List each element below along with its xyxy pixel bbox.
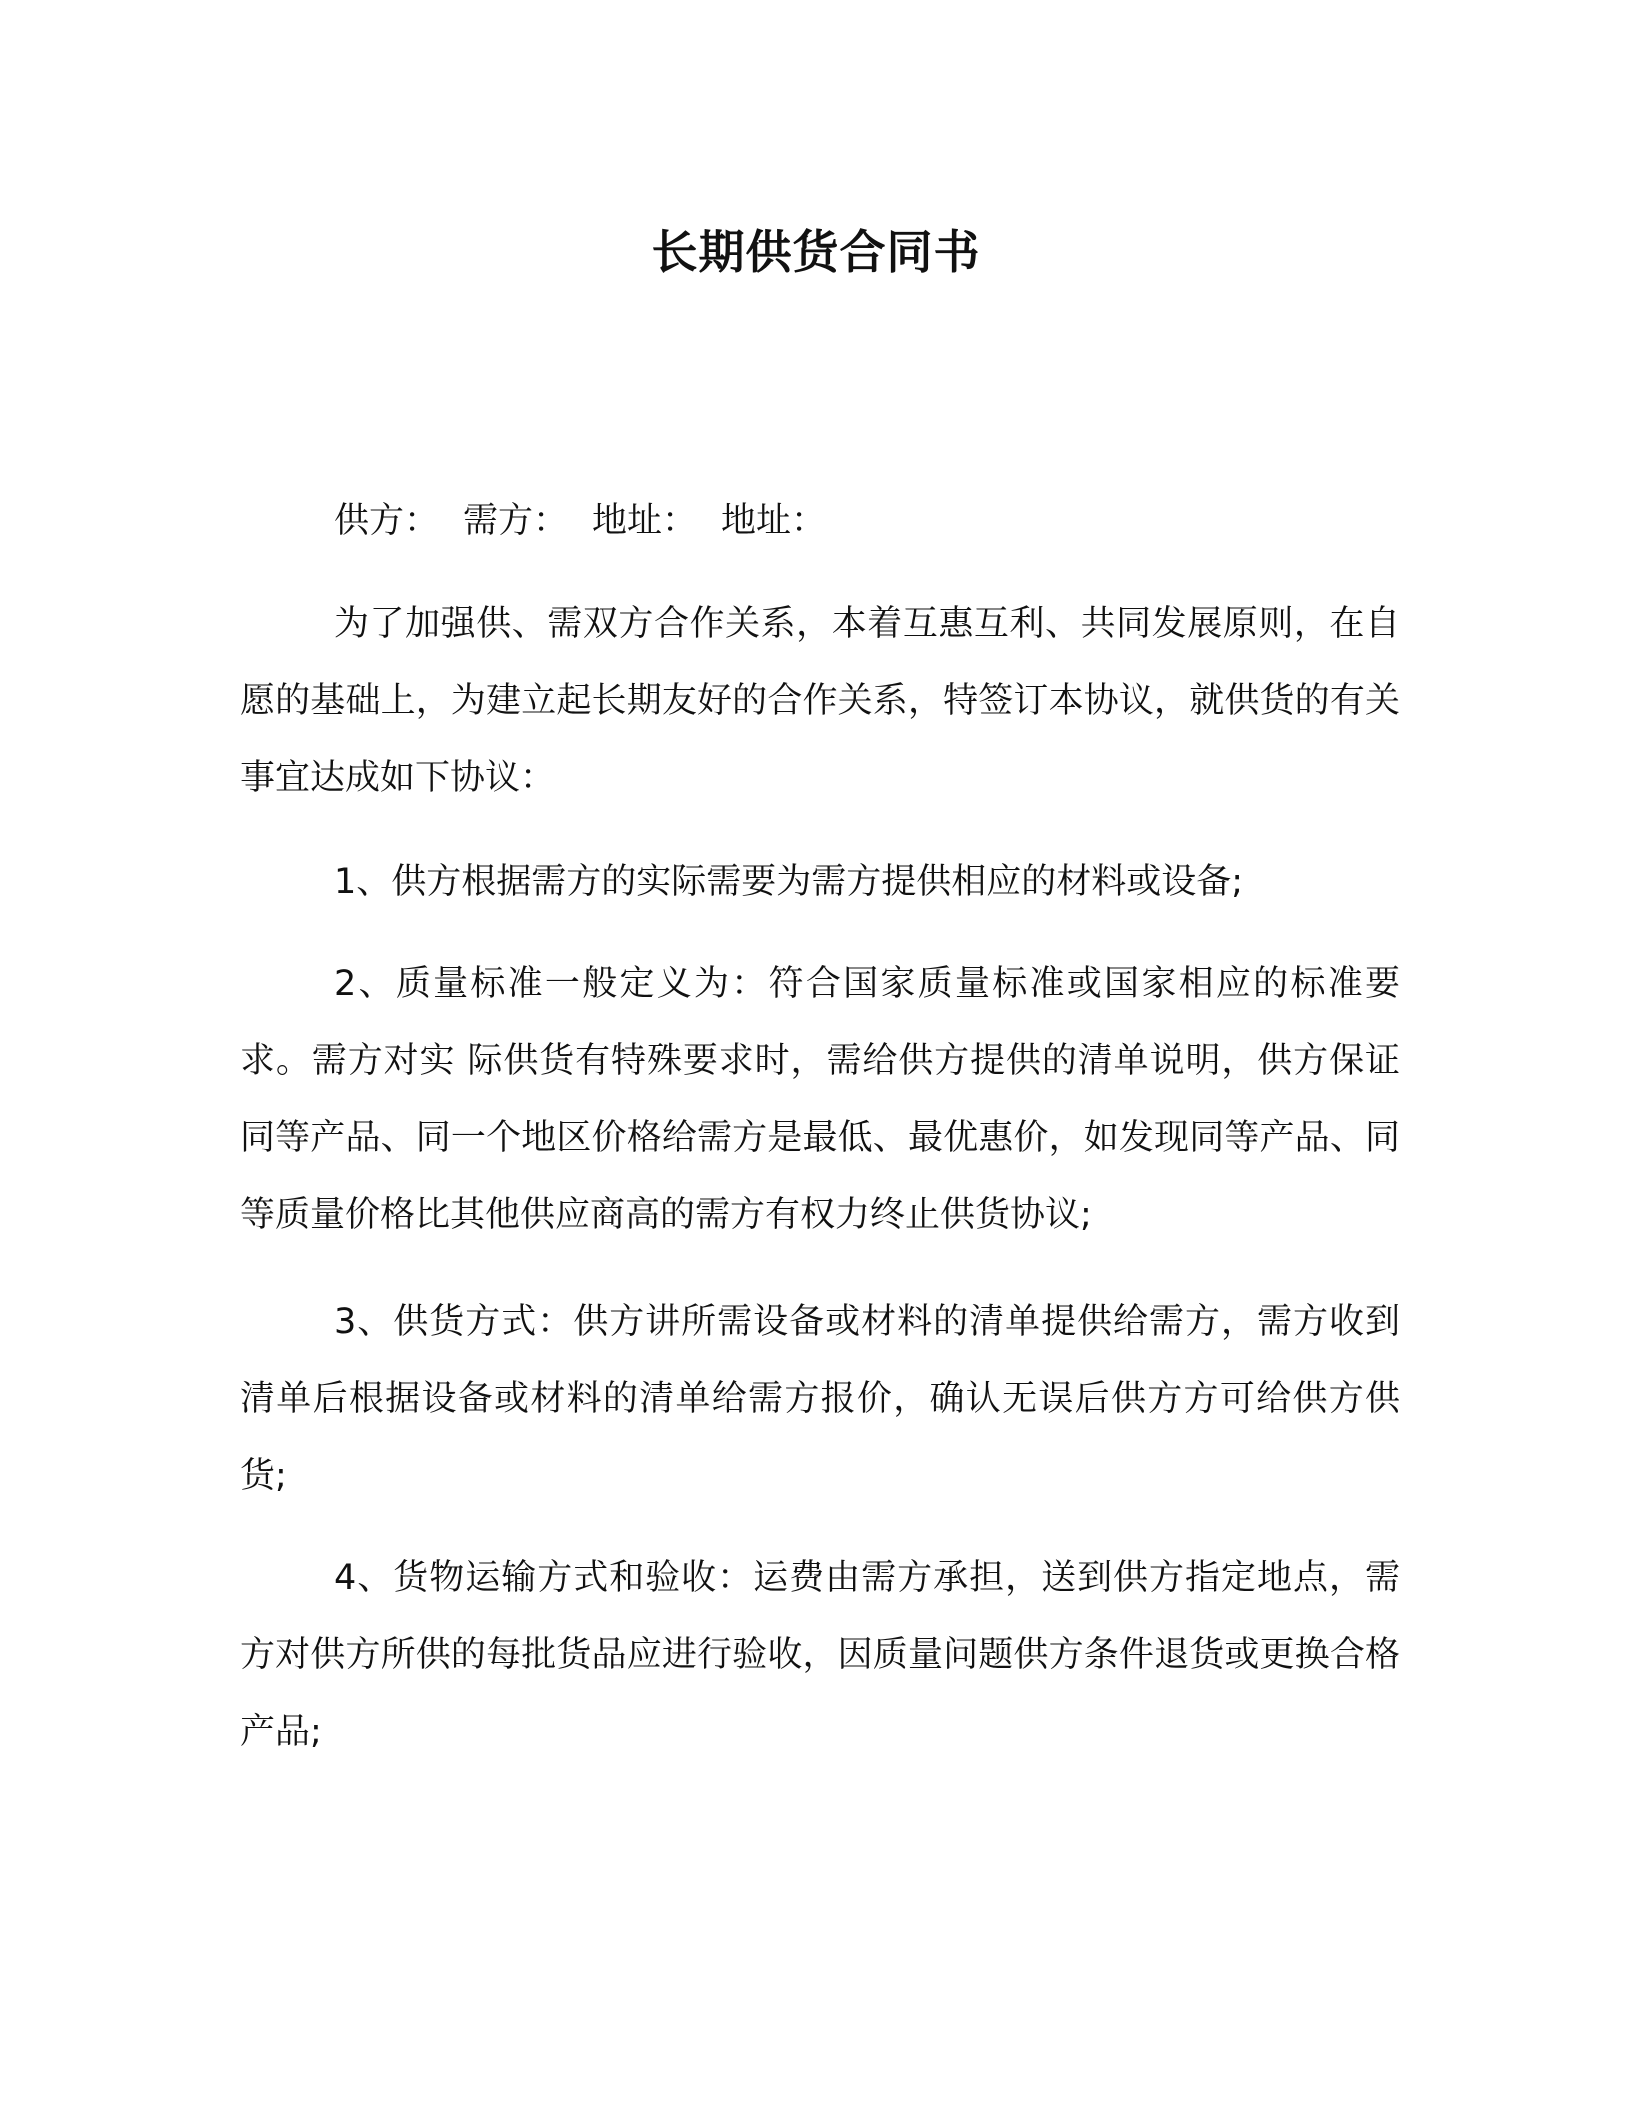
demander-label: 需方： xyxy=(463,501,569,541)
clause-4-paragraph: 4、货物运输方式和验收：运费由需方承担，送到供方指定地点，需方对供方所供的每批货品应进行验收，因质量问题供方条件退货或更换合格产品; xyxy=(240,1558,1400,1752)
clause-3-paragraph: 3、供货方式：供方讲所需设备或材料的清单提供给需方，需方收到清单后根据设备或材料的清单给需方报价，确认无误后供方方可给供方供货; xyxy=(240,1302,1400,1496)
supplier-label: 供方： xyxy=(334,501,440,541)
document-title: 长期供货合同书 xyxy=(651,225,981,279)
party-info-line xyxy=(334,494,850,548)
demander-address-label: 地址： xyxy=(721,501,827,541)
clause-2-paragraph: 2、质量标准一般定义为：符合国家质量标准或国家相应的标准要求。需方对实 际供货有特殊要求时，需给供方提供的清单说明，供方保证同等产品、同一个地区价格给需方是最低、最优惠价，如发现同等产品、同等质量价格比其他供应商高的需方有权力终止供货协议; xyxy=(240,964,1400,1235)
supplier-address-label: 地址： xyxy=(592,501,698,541)
clause-1-paragraph: 1、供方根据需方的实际需要为需方提供相应的材料或设备; xyxy=(334,862,1244,902)
intro-paragraph: 为了加强供、需双方合作关系，本着互惠互利、共同发展原则，在自愿的基础上，为建立起长期友好的合作关系，特签订本协议，就供货的有关事宜达成如下协议： xyxy=(240,604,1400,798)
